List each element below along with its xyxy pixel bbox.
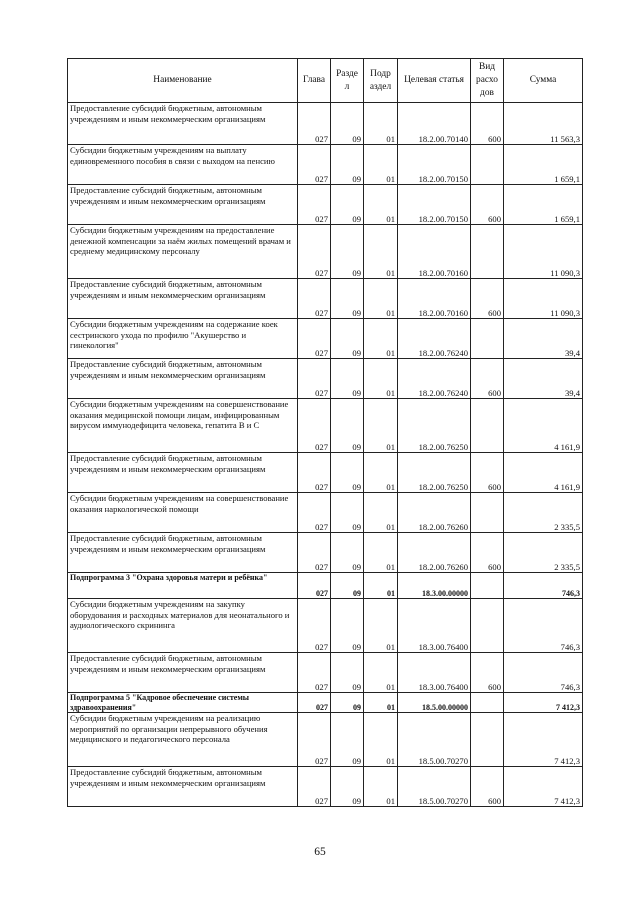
cell-vid	[471, 319, 504, 359]
cell-vid: 600	[471, 533, 504, 573]
cell-target: 18.5.00.70270	[398, 767, 471, 807]
cell-razdel: 09	[331, 767, 364, 807]
cell-glava: 027	[298, 767, 331, 807]
cell-vid: 600	[471, 185, 504, 225]
cell-vid	[471, 493, 504, 533]
cell-name: Предоставление субсидий бюджетным, автономным учреждениям и иным некоммерческим организациям	[68, 653, 298, 693]
table-row	[68, 493, 583, 533]
table-row	[68, 533, 583, 573]
cell-glava: 027	[298, 399, 331, 453]
cell-glava: 027	[298, 693, 331, 713]
cell-summa: 11 090,3	[504, 279, 583, 319]
cell-glava: 027	[298, 103, 331, 145]
table-row	[68, 573, 583, 599]
cell-vid	[471, 693, 504, 713]
table-row	[68, 599, 583, 653]
cell-glava: 027	[298, 653, 331, 693]
cell-podrazdel: 01	[364, 103, 398, 145]
cell-glava: 027	[298, 279, 331, 319]
table-row	[68, 453, 583, 493]
cell-podrazdel: 01	[364, 145, 398, 185]
cell-target: 18.2.00.76250	[398, 399, 471, 453]
cell-name: Предоставление субсидий бюджетным, автономным учреждениям и иным некоммерческим организациям	[68, 359, 298, 399]
cell-podrazdel: 01	[364, 767, 398, 807]
cell-summa: 1 659,1	[504, 185, 583, 225]
cell-podrazdel: 01	[364, 493, 398, 533]
cell-vid	[471, 599, 504, 653]
cell-vid	[471, 573, 504, 599]
cell-podrazdel: 01	[364, 225, 398, 279]
cell-summa: 746,3	[504, 653, 583, 693]
cell-target: 18.2.00.70160	[398, 279, 471, 319]
cell-name: Субсидии бюджетным учреждениям на содержание коек сестринского ухода по профилю "Акушерство и гинекология"	[68, 319, 298, 359]
cell-target: 18.2.00.76240	[398, 359, 471, 399]
header-summa: Сумма	[504, 59, 583, 103]
cell-vid	[471, 713, 504, 767]
cell-vid	[471, 225, 504, 279]
cell-target: 18.2.00.70140	[398, 103, 471, 145]
cell-podrazdel: 01	[364, 399, 398, 453]
cell-target: 18.2.00.76260	[398, 533, 471, 573]
cell-podrazdel: 01	[364, 359, 398, 399]
cell-razdel: 09	[331, 493, 364, 533]
cell-summa: 7 412,3	[504, 767, 583, 807]
table-row	[68, 399, 583, 453]
header-name: Наименование	[68, 59, 298, 103]
cell-razdel: 09	[331, 225, 364, 279]
table-row	[68, 225, 583, 279]
cell-podrazdel: 01	[364, 599, 398, 653]
cell-summa: 39,4	[504, 319, 583, 359]
cell-razdel: 09	[331, 359, 364, 399]
table-row	[68, 103, 583, 145]
cell-name: Подпрограмма 5 "Кадровое обеспечение системы здравоохранения"	[68, 693, 298, 713]
cell-razdel: 09	[331, 145, 364, 185]
cell-razdel: 09	[331, 453, 364, 493]
cell-razdel: 09	[331, 653, 364, 693]
cell-razdel: 09	[331, 573, 364, 599]
cell-razdel: 09	[331, 533, 364, 573]
cell-name: Субсидии бюджетным учреждениям на совершенствование оказания медицинской помощи лицам, инфицированным вирусом иммунодефицита человека, гепатита В и С	[68, 399, 298, 453]
cell-vid: 600	[471, 279, 504, 319]
cell-podrazdel: 01	[364, 573, 398, 599]
cell-summa: 7 412,3	[504, 713, 583, 767]
cell-summa: 39,4	[504, 359, 583, 399]
cell-razdel: 09	[331, 319, 364, 359]
cell-razdel: 09	[331, 713, 364, 767]
cell-summa: 1 659,1	[504, 145, 583, 185]
table-row	[68, 279, 583, 319]
cell-name: Субсидии бюджетным учреждениям на закупку оборудования и расходных материалов для неонатального и аудиологического скрининга	[68, 599, 298, 653]
header-target: Целевая статья	[398, 59, 471, 103]
cell-name: Предоставление субсидий бюджетным, автономным учреждениям и иным некоммерческим организациям	[68, 103, 298, 145]
cell-vid: 600	[471, 767, 504, 807]
cell-summa: 746,3	[504, 599, 583, 653]
cell-vid	[471, 145, 504, 185]
cell-name: Подпрограмма 3 "Охрана здоровья матери и ребёнка"	[68, 573, 298, 599]
cell-vid: 600	[471, 359, 504, 399]
header-podrazdel: Подр аздел	[364, 59, 398, 103]
cell-target: 18.2.00.76260	[398, 493, 471, 533]
cell-name: Предоставление субсидий бюджетным, автономным учреждениям и иным некоммерческим организациям	[68, 767, 298, 807]
cell-glava: 027	[298, 359, 331, 399]
table-row	[68, 185, 583, 225]
cell-glava: 027	[298, 145, 331, 185]
cell-target: 18.2.00.76250	[398, 453, 471, 493]
cell-name: Предоставление субсидий бюджетным, автономным учреждениям и иным некоммерческим организациям	[68, 279, 298, 319]
cell-summa: 2 335,5	[504, 533, 583, 573]
table-row	[68, 359, 583, 399]
cell-target: 18.2.00.70160	[398, 225, 471, 279]
cell-glava: 027	[298, 533, 331, 573]
cell-glava: 027	[298, 225, 331, 279]
page-number: 65	[314, 846, 326, 858]
cell-podrazdel: 01	[364, 693, 398, 713]
cell-glava: 027	[298, 713, 331, 767]
cell-vid	[471, 399, 504, 453]
cell-vid: 600	[471, 453, 504, 493]
header-glava: Глава	[298, 59, 331, 103]
cell-summa: 4 161,9	[504, 453, 583, 493]
cell-target: 18.2.00.70150	[398, 185, 471, 225]
table-header-row	[68, 59, 583, 103]
cell-name: Предоставление субсидий бюджетным, автономным учреждениям и иным некоммерческим организациям	[68, 453, 298, 493]
cell-podrazdel: 01	[364, 319, 398, 359]
table-row	[68, 145, 583, 185]
cell-target: 18.5.00.00000	[398, 693, 471, 713]
cell-summa: 4 161,9	[504, 399, 583, 453]
cell-glava: 027	[298, 185, 331, 225]
cell-target: 18.3.00.00000	[398, 573, 471, 599]
cell-summa: 746,3	[504, 573, 583, 599]
table-row	[68, 319, 583, 359]
cell-podrazdel: 01	[364, 653, 398, 693]
cell-podrazdel: 01	[364, 533, 398, 573]
cell-vid: 600	[471, 103, 504, 145]
cell-name: Субсидии бюджетным учреждениям на выплату единовременного пособия в связи с выходом на пенсию	[68, 145, 298, 185]
cell-target: 18.3.00.76400	[398, 653, 471, 693]
cell-target: 18.2.00.76240	[398, 319, 471, 359]
table-row	[68, 767, 583, 807]
cell-target: 18.5.00.70270	[398, 713, 471, 767]
cell-name: Предоставление субсидий бюджетным, автономным учреждениям и иным некоммерческим организациям	[68, 185, 298, 225]
cell-glava: 027	[298, 573, 331, 599]
cell-razdel: 09	[331, 693, 364, 713]
header-vid: Вид расхо дов	[471, 59, 504, 103]
cell-name: Предоставление субсидий бюджетным, автономным учреждениям и иным некоммерческим организациям	[68, 533, 298, 573]
cell-summa: 7 412,3	[504, 693, 583, 713]
cell-glava: 027	[298, 319, 331, 359]
table-body	[68, 103, 583, 807]
budget-table	[67, 58, 583, 807]
cell-glava: 027	[298, 599, 331, 653]
cell-vid: 600	[471, 653, 504, 693]
cell-podrazdel: 01	[364, 713, 398, 767]
cell-razdel: 09	[331, 103, 364, 145]
cell-summa: 11 563,3	[504, 103, 583, 145]
cell-razdel: 09	[331, 399, 364, 453]
cell-razdel: 09	[331, 599, 364, 653]
cell-target: 18.3.00.76400	[398, 599, 471, 653]
cell-razdel: 09	[331, 185, 364, 225]
cell-glava: 027	[298, 493, 331, 533]
table-row	[68, 713, 583, 767]
cell-name: Субсидии бюджетным учреждениям на реализацию мероприятий по организации непрерывного обучения медицинского и педагогического персонала	[68, 713, 298, 767]
header-razdel: Разде л	[331, 59, 364, 103]
cell-podrazdel: 01	[364, 279, 398, 319]
cell-target: 18.2.00.70150	[398, 145, 471, 185]
cell-name: Субсидии бюджетным учреждениям на предоставление денежной компенсации за наём жилых помещений врачам и среднему медицинскому персоналу	[68, 225, 298, 279]
table-row	[68, 693, 583, 713]
cell-razdel: 09	[331, 279, 364, 319]
cell-summa: 2 335,5	[504, 493, 583, 533]
cell-glava: 027	[298, 453, 331, 493]
cell-name: Субсидии бюджетным учреждениям на совершенствование оказания наркологической помощи	[68, 493, 298, 533]
cell-podrazdel: 01	[364, 453, 398, 493]
cell-summa: 11 090,3	[504, 225, 583, 279]
cell-podrazdel: 01	[364, 185, 398, 225]
table-row	[68, 653, 583, 693]
